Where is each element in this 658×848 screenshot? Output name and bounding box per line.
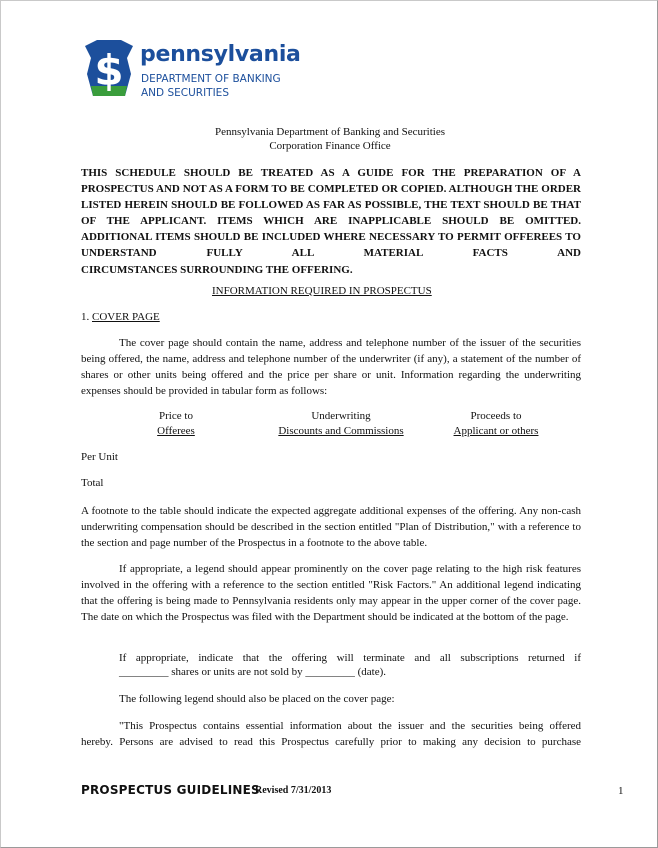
table-column-header [141, 409, 211, 439]
column-line2: Offerees [157, 425, 195, 437]
table-column-header [261, 409, 421, 439]
warning-text-last: CIRCUMSTANCES SURROUNDING THE OFFERING. [81, 263, 353, 276]
logo-department [141, 72, 281, 100]
warning-text: THIS SCHEDULE SHOULD BE TREATED AS A GUIDE FOR THE PREPARATION OF A PROSPECTUS AND NOT AS A FORM TO BE COMPLETED OR COPIED. ALTHOUGH THE ORDER LISTED HEREIN SHOULD BE FOLLOWED AS FAR AS POSSIBLE, THE TEXT SHOULD BE THAT OF THE APPLICANT. ITEMS WHICH ARE INAPPLICABLE SHOULD BE OMITTED. ADDITIONAL ITEMS SHOULD BE INCLUDED WHERE NECESSARY TO PERMIT OFFEREES TO UNDERSTAND FULLY ALL MATERIAL FACTS AND [81, 167, 581, 260]
paragraph-line: _________ shares or units are not sold by _________ (date). [119, 666, 387, 678]
department-logo [81, 40, 301, 100]
paragraph-line: hereby. Persons are advised to read this Prospectus carefully prior to making any decision to purchase [81, 736, 581, 748]
logo-dept-line2: AND SECURITIES [141, 87, 229, 99]
table-row-label: Per Unit [81, 451, 118, 463]
column-line1: Proceeds to [470, 410, 522, 422]
keystone-dollar-icon [81, 40, 137, 98]
guide-warning [81, 165, 581, 278]
column-line2: Applicant or others [453, 425, 539, 437]
office-header [1, 125, 658, 153]
column-line1: Underwriting [311, 410, 371, 422]
paragraph-line: "This Prospectus contains essential information about the issuer and the securities being offered [119, 720, 581, 732]
office-name: Corporation Finance Office [269, 140, 391, 152]
footer-revision: Revised 7/31/2013 [255, 785, 332, 796]
logo-wordmark: pennsylvania [140, 42, 301, 67]
section-heading: INFORMATION REQUIRED IN PROSPECTUS [212, 285, 432, 297]
logo-dept-line1: DEPARTMENT OF BANKING [141, 73, 281, 85]
item-number: 1. [81, 311, 92, 323]
item-heading [81, 311, 160, 323]
column-line1: Price to [159, 410, 193, 422]
org-name: Pennsylvania Department of Banking and Securities [214, 126, 446, 138]
paragraph-line: If appropriate, indicate that the offering will terminate and all subscriptions returned if [119, 652, 581, 664]
table-row-label: Total [81, 477, 104, 489]
page-number: 1 [618, 785, 624, 797]
table-column-header [441, 409, 551, 439]
footer-title: PROSPECTUS GUIDELINES [81, 783, 260, 797]
paragraph: The cover page should contain the name, address and telephone number of the issuer of the securities being offered, the name, address and telephone number of the underwriter (if any), a statement of the number of shares or other units being offered and the price per share or unit. Information regarding the underwriting expenses should be provided in tabular form as follows: [81, 337, 581, 397]
column-line2: Discounts and Commissions [278, 425, 404, 437]
svg-text:$: $ [94, 46, 124, 95]
paragraph: The following legend should also be placed on the cover page: [119, 693, 395, 705]
paragraph: If appropriate, a legend should appear prominently on the cover page relating to the high risk features involved in the offering with a reference to the section entitled "Risk Factors." An additional legend indicating that the offering is being made to Pennsylvania residents only may appear in the upper corner of the cover page. The date on which the Prospectus was filed with the Department should be indicated at the bottom of the page. [81, 563, 581, 623]
item-title: COVER PAGE [92, 311, 160, 323]
paragraph: A footnote to the table should indicate the expected aggregate additional expenses of the offering. Any non-cash underwriting compensation should be described in the section entitled "Plan of Distribution," with a reference to the section and page number of the Prospectus in a footnote to the above table. [81, 505, 581, 549]
